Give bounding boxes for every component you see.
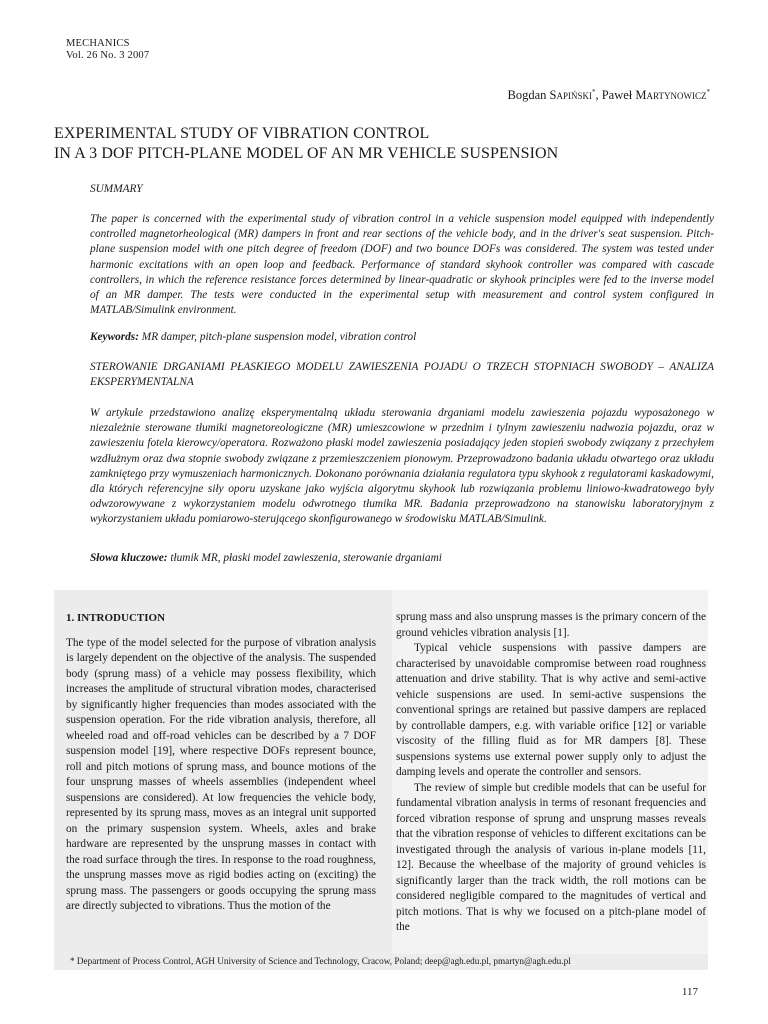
author-2-mark: * xyxy=(706,88,710,96)
keywords-label: Keywords: xyxy=(90,331,139,343)
journal-volume: Vol. 26 No. 3 2007 xyxy=(66,50,150,61)
author-1-first: Bogdan xyxy=(507,88,550,103)
title-line-2: IN A 3 DOF PITCH-PLANE MODEL OF AN MR VEHICLE SUSPENSION xyxy=(54,145,559,162)
intro-paragraph-3: Typical vehicle suspensions with passive dampers are characterised by unavoidable compromise between road roughness attenuation and drive stability. That is why active and semi-active vehicle suspensions are used. In semi-active suspensions the conventional springs are retained but passive dampers are replaced by controllable dampers, e.g. with variable orifice [12] or variable viscosity of the filling fluid as for MR dampers [8]. These suspensions systems use external power supply only to adjust the damping levels and operate the controller and sensors. xyxy=(396,642,706,778)
journal-header xyxy=(66,38,149,62)
author-2-first: Paweł xyxy=(601,88,636,103)
intro-paragraph-1: The type of the model selected for the purpose of vibration analysis is largely dependent on the objective of the analysis. The suspended body (sprung mass) of a vehicle may possess flexibility, which increases the amplitude of structural vibration modes, characterised by significantly higher frequencies than modes associated with the suspension operation. For the ride vibration analysis, therefore, all wheeled road and off-road vehicles can be described by a 7 DOF suspension model [19], where respective DOFs represent bounce, roll and pitch motions of sprung mass, and bounce motions of the four unsprung masses of wheels assemblies (independent wheel suspensions are considered). At low frequencies the vehicle body, represented by its sprung mass, moves as an integral unit supported on the primary suspension system. Wheels, axles and brake hardware are represented by the unsprung masses in contact with the road surface through the tires. In response to the road roughness, the unsprung masses move as rigid bodies acting on (exciting) the sprung mass. The passengers or goods occupying the sprung mass are directly subjected to vibrations. Thus the motion of the xyxy=(66,636,376,912)
page-number: 117 xyxy=(681,986,698,998)
summary-text: The paper is concerned with the experimental study of vibration control in a vehicle suspension model equipped with independently controlled magnetorheological (MR) dampers in front and rear sections of the vehicle body, and in the driver's seat suspension. Pitch-plane suspension model with one pitch degree of freedom (DOF) and two bounce DOFs was considered. The system was tested under harmonic excitations with an open loop and feedback. Performance of standard skyhook controller was compared with cascade controllers, in which the reference resistance forces determined by linear-quadratic or skyhook principles were fed to the inverse model of an MR damper. The tests were conducted in the experimental setup with measurement and control system configured in MATLAB/Simulink environment. xyxy=(90,213,714,317)
left-column xyxy=(66,611,376,915)
polish-keywords-label: Słowa kluczowe: xyxy=(90,552,168,564)
author-1-last: Sapiński xyxy=(549,88,592,103)
polish-summary-text: W artykule przedstawiono analizę eksperymentalną układu sterowania drganiami modelu zawieszenia pojazdu wyposażonego w niezależnie sterowane tłumiki magnetoreologiczne (MR) umieszcowione w przednim i tylnym zawieszeniu nadwozia pojazdu, oraz w zawieszeniu fotela kierowcy/operatora. Rozważono płaski model zawieszenia posiadający jeden stopień swobody związany z przechyłem wzdłużnym oraz dwa stopnie swobody związane z przemieszczeniem pionowym. Przeprowadzono badania układu otwartego oraz układu zamkniętego przy wymuszeniach harmonicznych. Dokonano porównania działania regulatora typu skyhook z regulatorami kaskadowymi, dla których referencyjne siły oporu uzyskane jako wyjścia algorytmu skyhook lub rozwiązania problemu liniowo-kwadratowego były odwzorowywane z wykorzystaniem modelu odwrotnego tłumika MR. Badania przeprowadzono na stanowisku laboratoryjnym z wykorzystaniem układu pomiarowo-sterującego skonfigurowanego w środowisku MATLAB/Simulink. xyxy=(90,407,714,526)
polish-keywords-text: tłumik MR, płaski model zawieszenia, sterowanie drganiami xyxy=(167,552,442,564)
body-columns xyxy=(54,590,708,954)
right-column-background xyxy=(392,590,708,954)
intro-paragraph-2-cont: sprung mass and also unsprung masses is the primary concern of the ground vehicles vibration analysis [1]. xyxy=(396,611,706,639)
section-heading-introduction: 1. INTRODUCTION xyxy=(66,612,166,624)
journal-name: MECHANICS xyxy=(66,38,130,49)
right-column xyxy=(396,610,706,936)
intro-paragraph-4: The review of simple but credible models that can be useful for fundamental vibration analysis in terms of resonant frequencies and forced vibration response of sprung and unsprung masses reveals that the vibration response of vehicles to different excitations can be investigated through the analysis of various in-plane models [11, 12]. Because the wheelbase of the majority of ground vehicles is significantly larger than the track width, the roll motions can be considered negligible compared to the magnitudes of vertical and pitch motions. That is why we focused on a pitch-plane model of the xyxy=(396,781,706,933)
author-line xyxy=(508,88,711,103)
footnote-text: * Department of Process Control, AGH University of Science and Technology, Cracow, Poland; deep@agh.edu.pl, pmartyn@agh.edu.pl xyxy=(70,956,571,966)
polish-keywords xyxy=(90,551,714,566)
keywords xyxy=(90,330,714,345)
footnote xyxy=(54,954,708,970)
title-line-1: EXPERIMENTAL STUDY OF VIBRATION CONTROL xyxy=(54,125,430,142)
polish-title: STEROWANIE DRGANIAMI PŁASKIEGO MODELU ZAWIESZENIA POJADU O TRZECH STOPNIACH SWOBODY – ANALIZA EKSPERYMENTALNA xyxy=(90,361,714,389)
summary-heading: SUMMARY xyxy=(90,183,143,195)
author-1-mark: * xyxy=(591,88,596,96)
keywords-text: MR damper, pitch-plane suspension model, vibration control xyxy=(138,331,417,343)
paper-title xyxy=(54,124,734,164)
author-separator: , xyxy=(595,88,602,103)
author-2-last: Martynowicz xyxy=(635,88,707,103)
